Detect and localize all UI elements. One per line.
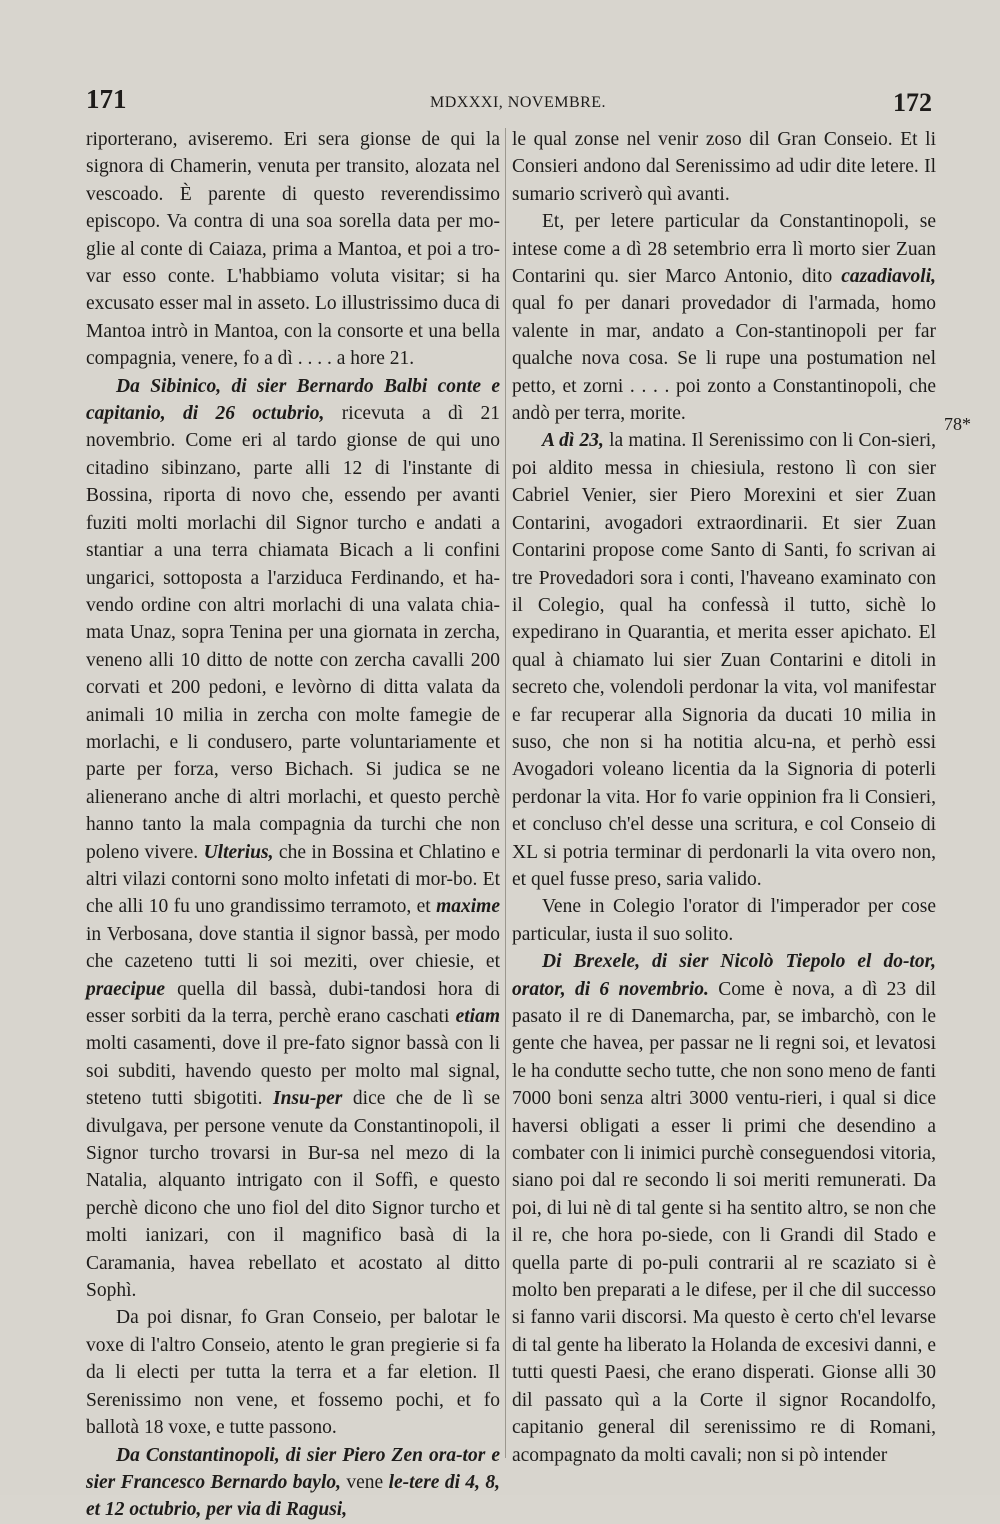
paragraph-text: molti casamenti, dove il pre-fato signor bassà con li soi subditi, havendo questo per molto mal signal, steteno tutti sbigotiti. [86,1033,500,1110]
paragraph: riporterano, aviseremo. Eri sera gionse de qui la signora di Chamerin, venuta per transito, alozata nel vescoado. È parente di questo reverendissimo episcopo. Va contra di una soa sorella data per mo-glie al conte di Caiaza, prima a Mantoa, et poi a tro-var esso conte. L'habbiamo voluta visitar; si ha excusato esser mal in asseto. Lo illustrissimo duca di Mantoa intrò in Mantoa, con la consorte et una bella compagnia, venere, fo a dì . . . . a hore 21. [86,129,500,370]
paragraph [512,427,936,893]
paragraph-text: la matina. Il Serenissimo con li Con-sieri, poi aldito messa in chiesiula, restono lì con sier Cabriel Venier, sier Piero Morexini et sier Zuan Contarini, avogadori extraordinarii. Et sier Zuan Contarini propose come Santo di Santi, fo scrivan ai tre Provedadori sora i conti, l'haveano examinato con il Colegio, qual ha confessà il tutto, sichè lo expedirano in Quarantia, et merita esser apichato. El qual à chiamato lui sier Zuan Contarini e ditoli in secreto che, volendoli perdonar la vita, vol manifestar e far recuperar alla Signoria da ducati 10 milia in suso, che non si ha notitia alcu-na, et perhò essi Avogadori voleano licentia da la Signoria di poterli perdonar la vita. Hor fo varie oppinion fra li Consieri, et concluso ch'el desse una scritura, e col Conseio di XL si potria terminar di perdonarli la vita overo non, et quel fusse preso, saria valido. [512,430,936,890]
paragraph-text: ricevuta a dì 21 novembrio. Come eri al tardo gionse de qui uno citadino sibinzano, parte alli 12 di l'instante di Bossina, riporta di novo che, essendo per avanti fuziti molti morlachi dil Signor turcho e andati a stantiar a una terra chiamata Bicach a li confini ungarici, sottoposta a l'arziduca Ferdinando, et ha-vendo ordine con altri morlachi di una valata chia-mata Unaz, sopra Tenina per una giornata in zercha, veneno alli 10 ditto de notte con zercha cavalli 200 corvati et 200 pedoni, e levòrno di ditta valata da animali 10 milia in zercha con molte famegie de morlachi, e li condusero, parte voluntariamente et parte per forza, verso Bichach. Si judica se ne alienerano anche di altri morlachi, et questo perchè hanno tanto la mala compagnia da turchi che non poleno vivere. [86,403,500,863]
paragraph: Da poi disnar, fo Gran Conseio, per balotar le voxe di l'altro Conseio, atento le gran pregierie si fa da li electi per tutta la terra et a far eletion. Il Serenissimo non vene, et fossemo pochi, et fo ballotà 18 voxe, e tutte passono. [86,1307,500,1439]
date-heading: A dì 23, [542,430,604,452]
left-column [86,126,500,1524]
paragraph [512,948,936,1469]
latin-term: etiam [455,1006,500,1027]
latin-term: Ulterius, [203,841,274,863]
nickname: cazadiavoli, [841,266,936,288]
left-page-number: 171 [86,84,127,114]
paragraph-text: vene [341,1471,384,1493]
paragraph-text: Come è nova, a dì 23 dil pasato il re di Danemarcha, par, se imbarchò, con le gente che havea, per passar ne li regni soi, et levatosi le ha condutte secho tutte, che non sono meno de fanti 7000 boni senza altri 3000 ventu-rieri, i qual si dice haversi obligati a esser li primi che desendino a combater con li inimici purchè conseguendosi vitoria, siano poi dal re secondo li soi meriti remunerati. Da poi, di lui nè di tal gente si ha sentito altro, se non che il re, che hora po-siede, con li Grandi dil Stado e quella parte di po-puli contrarii al re scaziato si è molto ben preparati a le difese, per il che dil successo si fanno varii discorsi. Ma questo è certo ch'el levarse di tal gente ha liberato la Holanda de excesivi danni, e tutti questi Paesi, che erano disperati. Gionse alli 30 dil passato quì a la Corte il signor Rocandolfo, capitanio general dil serenissimo re di Romani, acompagnato da molti cavali; non si pò intender [512,978,936,1466]
right-column [512,126,936,1469]
paragraph-text: qual fo per danari provedador di l'armada, homo valente in mar, andato a Con-stantinopoli per far qualche nova cosa. Se li rupe una postumation nel petto, et zorni . . . . poi zonto a Constantinopoli, che andò per terra, morite. [512,293,936,425]
letter-heading: Da Constantinopoli, di sier Piero Zen ora-tor e sier Francesco Bernardo baylo, [86,1444,500,1493]
paragraph [512,208,936,427]
right-page-number: 172 [893,88,932,117]
letter-heading: Da Sibinico, di sier Bernardo Balbi conte e capitanio, di 26 octubrio, [86,375,500,425]
paragraph: Vene in Colegio l'orator di l'imperador per cose particular, iusta il suo solito. [512,896,936,945]
paragraph-text: Et, per letere particular da Constantinopoli, se intese come a dì 28 setembrio erra lì morto sier Zuan Contarini qu. sier Marco Antonio, dito [512,211,936,288]
paragraph: le qual zonse nel venir zoso dil Gran Conseio. Et li Consieri andono dal Serenissimo ad udir dite letere. Il sumario scriverò quì avanti. [512,129,936,205]
running-title: MDXXXI, NOVEMBRE. [430,94,607,111]
margin-note: 78* [944,414,971,434]
paragraph [86,373,500,1305]
paragraph-text: dice che de lì se divulgava, per persone venute da Constantinopoli, il Signor turcho trovarsi in Bur-sa nel mezo di la Natalia, alquanto intrigato con il Soffì, e questo perchè dicono che uno fiol del dito Signor turcho et molti ianizari, con il magnifico basà di la Caramania, havea rebellato et acostato al ditto Sophì. [86,1088,501,1302]
latin-term: maxime [436,896,501,918]
paragraph [86,1442,500,1524]
paragraph-text: che in Bossina et Chlatino e altri vilazi contorni sono molto infetati di mor-bo. Et che alli 10 fu uno grandissimo terramoto, et [86,841,501,918]
paragraph-text: quella dil bassà, dubi-tandosi hora di esser sorbiti da la terra, perchè erano caschati [86,978,500,1027]
latin-term: Insu-per [273,1088,343,1110]
letter-heading: Di Brexele, di sier Nicolò Tiepolo el do-tor, orator, di 6 novembrio. [512,951,936,1000]
paragraph-text: in Verbosana, dove stantia il signor bassà, per modo che cazeteno tutti li soi meziti, over chiesie, et [86,923,500,973]
column-divider [505,128,506,1458]
letter-heading: le-tere di 4, 8, et 12 octubrio, per via di Ragusi, [86,1471,500,1521]
latin-term: praecipue [86,978,166,1000]
